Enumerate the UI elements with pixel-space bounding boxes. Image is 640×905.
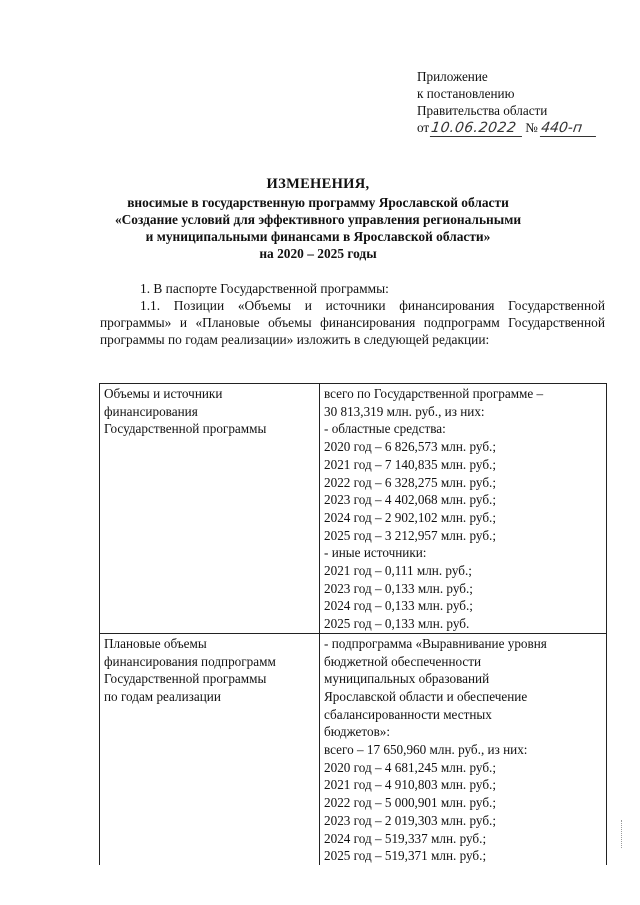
row2-right-line: Ярославской области и обеспечение	[324, 688, 528, 704]
title-line-2: вносимые в государственную программу Ярославской области	[127, 195, 509, 210]
row2-right-line: 2022 год – 5 000,901 млн. руб.;	[324, 795, 496, 811]
row1-right-cell	[320, 384, 607, 634]
row1-left-line: Государственной программы	[104, 421, 267, 437]
row2-left-line: Плановые объемы	[104, 635, 207, 651]
row2-right-line: 2020 год – 4 681,245 млн. руб.;	[324, 759, 496, 775]
row1-right-line: 2022 год – 6 328,275 млн. руб.;	[324, 474, 496, 490]
row1-right-line: 2025 год – 3 212,957 млн. руб.;	[324, 527, 496, 543]
title-line-4: и муниципальными финансами в Ярославской области»	[145, 229, 491, 244]
row2-right-cell	[320, 633, 607, 865]
row1-right-line: 30 813,319 млн. руб., из них:	[324, 403, 485, 419]
row2-right-line: сбалансированности местных	[324, 706, 492, 722]
row2-right-line: 2025 год – 519,371 млн. руб.;	[324, 848, 487, 864]
appendix-line-2: к постановлению	[417, 86, 515, 101]
row1-right-line: всего по Государственной программе –	[324, 386, 544, 401]
row2-right-line: - подпрограмма «Выравнивание уровня	[324, 635, 547, 651]
row1-right-line: 2024 год – 0,133 млн. руб.;	[324, 598, 473, 614]
row2-right-line: бюджетов»:	[324, 724, 391, 740]
number-label: №	[525, 120, 538, 135]
table-row-planned-volumes	[100, 633, 607, 865]
title-line-3: «Создание условий для эффективного управления региональными	[114, 212, 522, 227]
title-line-1: ИЗМЕНЕНИЯ,	[266, 176, 370, 192]
paragraph-1-1: 1.1. Позиции «Объемы и источники финансирования Государственной программы» и «Плановые объемы финансирования подпрограмм Государственной программы по годам реализации» изложить в следующей редакции:	[100, 298, 605, 347]
appendix-line-3: Правительства области	[417, 103, 548, 118]
row2-left-cell	[100, 633, 320, 865]
row1-right-line: 2021 год – 7 140,835 млн. руб.;	[324, 456, 496, 472]
row1-right-line: 2020 год – 6 826,573 млн. руб.;	[324, 439, 496, 455]
document-title	[100, 176, 536, 262]
row1-left-line: финансирования	[104, 403, 198, 419]
row2-right-line: бюджетной обеспеченности	[324, 653, 482, 669]
row2-right-line: всего – 17 650,960 млн. руб., из них:	[324, 742, 528, 758]
row1-right-line: 2023 год – 0,133 млн. руб.;	[324, 580, 473, 596]
row1-right-line: - областные средства:	[324, 421, 446, 437]
handwritten-number: 440-п	[540, 121, 598, 137]
table-row-financing-sources	[100, 384, 607, 634]
financing-table	[99, 383, 607, 865]
row2-right-line: муниципальных образований	[324, 671, 490, 687]
row2-left-line: финансирования подпрограмм	[104, 653, 276, 669]
row2-left-line: Государственной программы	[104, 671, 267, 687]
appendix-line-1: Приложение	[417, 69, 488, 84]
row1-right-line: 2024 год – 2 902,102 млн. руб.;	[324, 509, 496, 525]
row2-right-line: 2021 год – 4 910,803 млн. руб.;	[324, 777, 496, 793]
row2-right-line: 2023 год – 2 019,303 млн. руб.;	[324, 812, 496, 828]
row1-left-cell	[100, 384, 320, 634]
row2-right-line: 2024 год – 519,337 млн. руб.;	[324, 830, 487, 846]
handwritten-date: 10.06.2022	[430, 121, 524, 137]
margin-mark	[621, 820, 622, 848]
row1-left-line: Объемы и источники	[104, 386, 223, 401]
row1-right-line: - иные источники:	[324, 545, 427, 561]
row1-right-line: 2021 год – 0,111 млн. руб.;	[324, 563, 472, 579]
title-line-5: на 2020 – 2025 годы	[259, 246, 377, 261]
row1-right-line: 2025 год – 0,133 млн. руб.	[324, 616, 470, 632]
paragraph-1: 1. В паспорте Государственной программы:	[140, 281, 389, 296]
row2-left-line: по годам реализации	[104, 688, 221, 704]
from-label: от	[417, 120, 430, 135]
appendix-date-number-line	[417, 119, 632, 137]
appendix-block	[417, 68, 632, 137]
row1-right-line: 2023 год – 4 402,068 млн. руб.;	[324, 492, 496, 508]
